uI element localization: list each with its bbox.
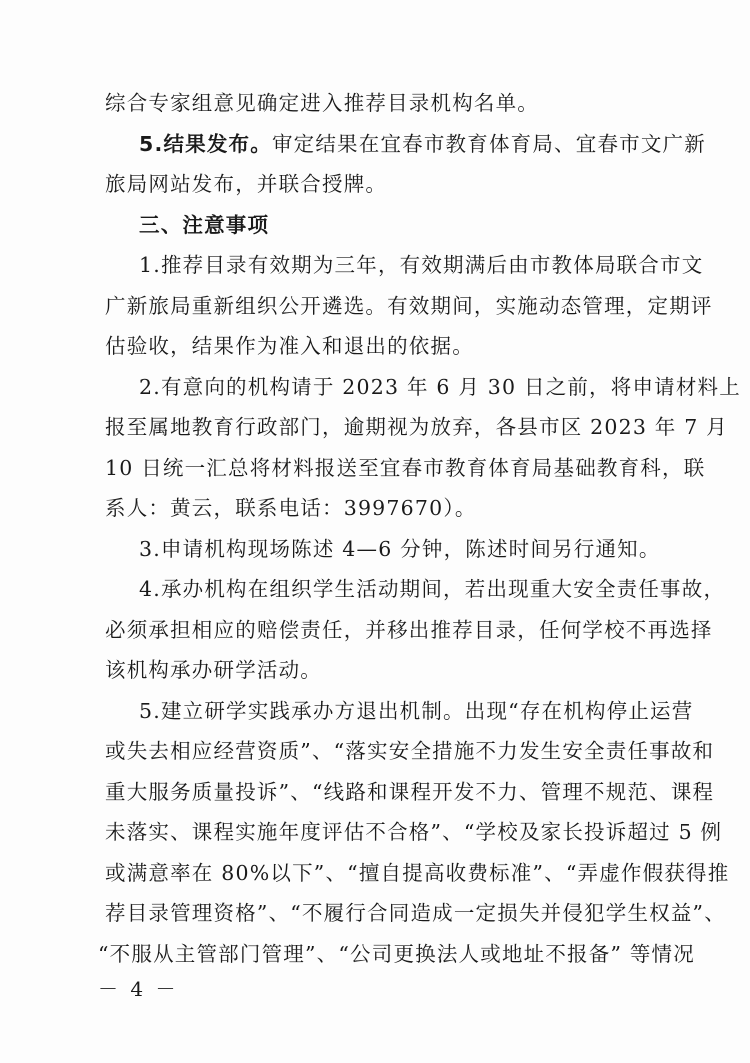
paragraph-line: 4.承办机构在组织学生活动期间，若出现重大安全责任事故， (139, 577, 726, 601)
paragraph-line: 2.有意向的机构请于 2023 年 6 月 30 日之前，将申请材料上 (139, 375, 741, 399)
paragraph-line: 3.申请机构现场陈述 4—6 分钟，陈述时间另行通知。 (139, 537, 661, 561)
result-release-label: 5.结果发布。 (139, 132, 272, 156)
paragraph-line: 未落实、课程实施年度评估不合格”、“学校及家长投诉超过 5 例 (105, 820, 723, 844)
page-number: － 4 － (98, 977, 179, 1001)
paragraph-line: 报至属地教育行政部门，逾期视为放弃，各县市区 2023 年 7 月 (105, 415, 728, 439)
paragraph-line: 1.推荐目录有效期为三年，有效期满后由市教体局联合市文 (139, 253, 704, 277)
paragraph-line: 综合专家组意见确定进入推荐目录机构名单。 (105, 91, 539, 115)
paragraph-line: 重大服务质量投诉”、“线路和课程开发不力、管理不规范、课程 (105, 780, 715, 804)
paragraph-line: 必须承担相应的赔偿责任，并移出推荐目录，任何学校不再选择 (105, 618, 713, 642)
paragraph-line: 5.建立研学实践承办方退出机制。出现“存在机构停止运营 (139, 699, 694, 723)
paragraph-line: “不服从主管部门管理”、“公司更换法人或地址不报备” 等情况 (98, 942, 695, 966)
paragraph-line: 该机构承办研学活动。 (105, 658, 322, 682)
paragraph-line: 广新旅局重新组织公开遴选。有效期间，实施动态管理，定期评 (105, 294, 713, 318)
paragraph-line: 旅局网站发布，并联合授牌。 (105, 172, 388, 196)
paragraph-line: 系人：黄云，联系电话：3997670）。 (105, 496, 477, 520)
paragraph-line: 荐目录管理资格”、“不履行合同造成一定损失并侵犯学生权益”、 (105, 901, 726, 925)
paragraph-line: 10 日统一汇总将材料报送至宜春市教育体育局基础教育科，联 (105, 456, 706, 480)
paragraph-line: 或失去相应经营资质”、“落实安全措施不力发生安全责任事故和 (105, 739, 715, 763)
paragraph-line: 估验收，结果作为准入和退出的依据。 (105, 334, 474, 358)
result-release-line (139, 130, 706, 158)
result-release-text: 审定结果在宜春市教育体育局、宜春市文广新 (271, 132, 706, 156)
section-heading: 三、注意事项 (139, 213, 270, 237)
paragraph-line: 或满意率在 80%以下”、“擅自提高收费标准”、“弄虚作假获得推 (105, 861, 730, 885)
